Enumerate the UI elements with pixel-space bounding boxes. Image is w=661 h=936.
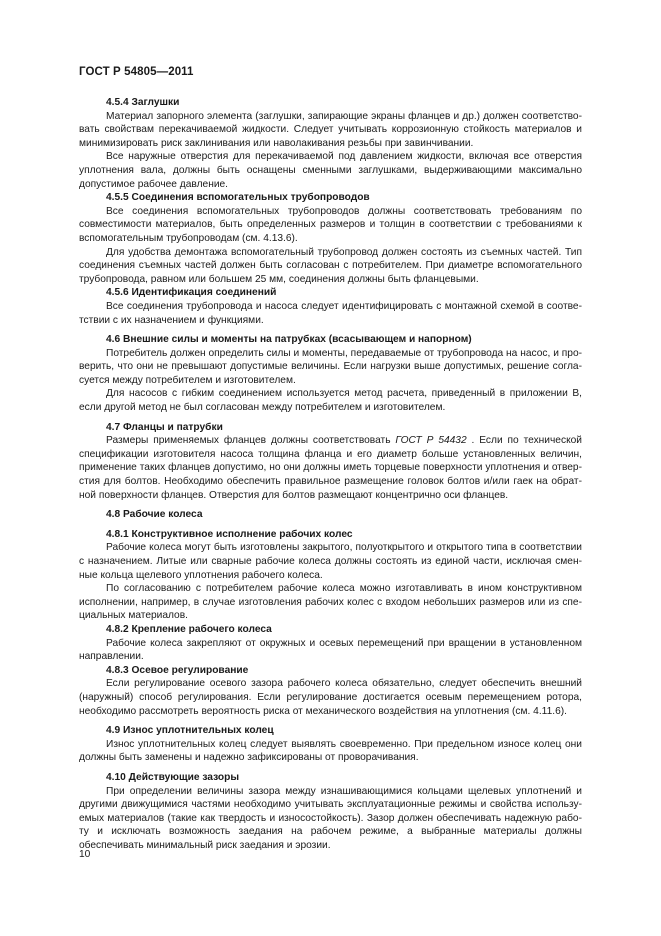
- section-heading: 4.5.6 Идентификация соединений: [106, 287, 277, 299]
- paragraph: Материал запорного элемента (заглушки, запирающие экраны фланцев и др.) должен соответство-вать свойствам перекачиваемой жидкости. Следует учитывать коррозионную стойкость материалов и минимизировать риск заклинивания или наволакивания резьбы при завинчивании.: [79, 110, 582, 149]
- paragraph: При определении величины зазора между изнашивающимися кольцами щелевых уплотнений и другими движущимися частями необходимо учитывать эксплуатационные режимы и свойства использу-емых материалов (такие как твердость и износостойкость). Зазор должен обеспечивать надежную рабо-ту и исключать возможность заедания на рабочем режиме, а выбранные материалы должны обеспечивать минимальный риск заедания и эрозии.: [79, 785, 582, 851]
- section-heading: 4.5.4 Заглушки: [106, 97, 180, 108]
- paragraph: Все наружные отверстия для перекачиваемой под давлением жидкости, включая все отверстия уплотнения вала, должны быть оснащены сменными заглушками, выдерживающими максимально допустимое рабочее давление.: [79, 151, 582, 190]
- paragraph: Если регулирование осевого зазора рабочего колеса обязательно, следует обеспечить внешний (наружный) способ регулирования. Если регулирование достигается осевым перемещением ротора, необходимо рассмотреть вероятность риска от механического воздействия на уплотнения (см. 4.11.6).: [79, 678, 582, 717]
- section-heading: 4.5.5 Соединения вспомогательных трубопроводов: [106, 192, 370, 204]
- paragraph: Для удобства демонтажа вспомогательный трубопровод должен состоять из съемных частей. Тип соединения съемных частей должен быть согласован с потребителем. При диаметре вспомогательного трубопровода, равном или большем 25 мм, соединения должны быть фланцевыми.: [79, 246, 582, 285]
- standard-header: ГОСТ Р 54805—2011: [79, 66, 194, 78]
- paragraph: Потребитель должен определить силы и моменты, передаваемые от трубопровода на насос, и про-верить, что они не превышают допустимые величины. Если нагрузки выше допустимых, решение согла-суется между потребителем и изготовителем.: [79, 347, 582, 386]
- paragraph: Рабочие колеса могут быть изготовлены закрытого, полуоткрытого и открытого типа в соответствии с назначением. Литые или сварные рабочие колеса должны состоять из единой части, исключая смен-ные кольца щелевого уплотнения рабочего колеса.: [79, 542, 582, 581]
- paragraph: Все соединения трубопровода и насоса следует идентифицировать с монтажной схемой в соотве-тствии с их назначением и функциями.: [79, 300, 582, 326]
- page-number: 10: [79, 849, 91, 860]
- standard-reference: ГОСТ Р 54432: [395, 435, 467, 447]
- paragraph: По согласованию с потребителем рабочие колеса можно изготавливать в ином конструктивном исполнении, например, в случае изготовления рабочих колес с входом небольших размеров или из спе-циальных материалов.: [79, 583, 582, 622]
- section-heading: 4.8 Рабочие колеса: [106, 509, 203, 521]
- section-heading: 4.9 Износ уплотнительных колец: [106, 725, 274, 737]
- paragraph: Все соединения вспомогательных трубопроводов должны соответствовать требованиям по совместимости материалов, быть определенных размеров и толщин в соответствии с требованиями к вспомогательным трубопроводам (см. 4.13.6).: [79, 205, 582, 244]
- paragraph: Износ уплотнительных колец следует выявлять своевременно. При предельном износе колец они должны быть заменены и надежно зафиксированы от проворачивания.: [79, 738, 582, 764]
- paragraph: Для насосов с гибким соединением используется метод расчета, приведенный в приложении В, если другой метод не был согласован между потребителем и изготовителем.: [79, 388, 582, 414]
- section-heading: 4.6 Внешние силы и моменты на патрубках (всасывающем и напорном): [106, 334, 472, 346]
- paragraph: Рабочие колеса закрепляют от окружных и осевых перемещений при вращении в установленном направлении.: [79, 637, 582, 663]
- section-heading: 4.8.3 Осевое регулирование: [106, 664, 249, 676]
- section-heading: 4.8.2 Крепление рабочего колеса: [106, 623, 272, 635]
- document-body: [79, 96, 582, 852]
- paragraph: Размеры применяемых фланцев должны соответствовать ГОСТ Р 54432 . Если по технической спецификации изготовителя насоса толщина фланца и его диаметр больше установленных величин, применение таких фланцев допустимо, но они должны иметь торцевые поверхности уплотнения и отвер-стия для болтов. Необходимо обеспечить правильное размещение головок болтов и/или гаек на обрат-ной поверхности фланцев. Отверстия для болтов размещают концентрично оси фланцев.: [79, 435, 582, 501]
- section-heading: 4.10 Действующие зазоры: [106, 771, 240, 783]
- section-heading: 4.8.1 Конструктивное исполнение рабочих колес: [106, 528, 353, 540]
- section-heading: 4.7 Фланцы и патрубки: [106, 421, 223, 433]
